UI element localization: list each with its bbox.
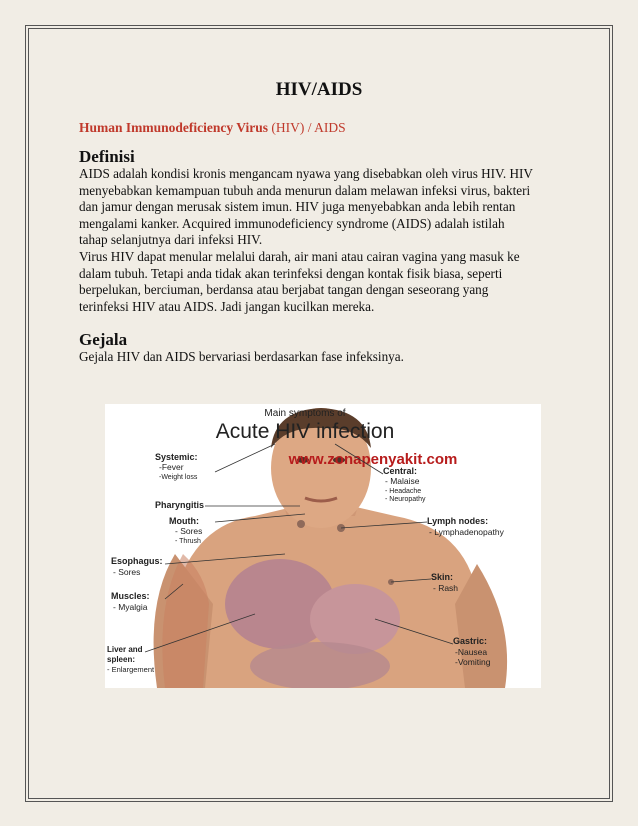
label-central-item: - Headache <box>385 488 422 495</box>
text-line: Gejala HIV dan AIDS bervariasi berdasarkan fase infeksinya. <box>79 349 404 364</box>
watermark-url: www.zonapenyakit.com <box>288 451 458 468</box>
label-gastric-title: Gastric: <box>453 636 488 646</box>
heading-gejala: Gejala <box>79 330 128 349</box>
paragraph-definisi <box>79 166 579 315</box>
text-line: berpelukan, berciuman, berdansa atau berjabat tangan dengan seseorang yang <box>79 282 489 298</box>
figure-header-big: Acute HIV infection <box>215 420 395 443</box>
label-mouth-title: Mouth: <box>169 516 199 526</box>
text-line: tahap selanjutnya dari infeksi HIV. <box>79 232 263 248</box>
label-liver-title: spleen: <box>107 655 136 664</box>
label-central-item: - Neuropathy <box>385 496 426 503</box>
figure-header-small: Main symptoms of <box>264 408 346 419</box>
label-lymph-title: Lymph nodes: <box>427 516 489 526</box>
label-gastric-item: -Vomiting <box>455 657 491 667</box>
subtitle-suffix: (HIV) / AIDS <box>268 120 346 135</box>
page-title: HIV/AIDS <box>275 79 363 100</box>
subtitle-virus-name: Human Immunodeficiency Virus <box>79 120 269 135</box>
text-line: dan jamur dengan merusak sistem imun. HIV juga menyebabkan anda lebih rentan <box>79 199 516 215</box>
label-liver-item: - Enlargement <box>107 665 155 674</box>
label-gastric-item: -Nausea <box>455 647 488 657</box>
symptoms-illustration <box>105 404 541 688</box>
text-line: menyebabkan kemampuan tubuh anda menurun dalam melawan infeksi virus, bakteri <box>79 182 531 198</box>
label-skin-item: - Rash <box>433 583 459 593</box>
label-esophagus-title: Esophagus: <box>111 556 163 566</box>
label-pharyngitis-title: Pharyngitis <box>155 500 205 510</box>
label-systemic-item: -Fever <box>159 462 184 472</box>
lymph-node <box>297 520 305 528</box>
text-line: terinfeksi HIV atau AIDS. Jadi jangan kucilkan mereka. <box>79 298 375 314</box>
text-line: dalam tubuh. Tetapi anda tidak akan terinfeksi dengan kontak fisik biasa, seperti <box>79 265 503 281</box>
intestine-organ <box>250 642 390 688</box>
text-line: mengalami kanker. Acquired immunodeficiency syndrome (AIDS) adalah istilah <box>79 215 505 231</box>
body-illustration <box>154 408 508 688</box>
heading-definisi: Definisi <box>79 147 135 166</box>
label-systemic-item: -Weight loss <box>159 474 198 481</box>
label-muscles-item: - Myalgia <box>113 602 148 612</box>
paragraph-gejala <box>79 349 579 366</box>
label-esophagus-item: - Sores <box>113 567 141 577</box>
subtitle <box>79 120 346 136</box>
label-mouth-item: - Thrush <box>175 538 201 545</box>
label-muscles-title: Muscles: <box>111 591 150 601</box>
label-mouth-item: - Sores <box>175 526 203 536</box>
label-central-title: Central: <box>383 466 418 476</box>
text-line: Virus HIV dapat menular melalui darah, air mani atau cairan vagina yang masuk ke <box>79 248 520 264</box>
text-line: AIDS adalah kondisi kronis mengancam nyawa yang disebabkan oleh virus HIV. HIV <box>79 166 533 181</box>
label-skin-title: Skin: <box>431 572 454 582</box>
label-central-item: - Malaise <box>385 476 420 486</box>
symptoms-figure <box>105 404 541 688</box>
label-systemic-title: Systemic: <box>155 452 198 462</box>
label-liver-title: Liver and <box>107 645 143 654</box>
label-lymph-item: - Lymphadenopathy <box>429 527 504 537</box>
